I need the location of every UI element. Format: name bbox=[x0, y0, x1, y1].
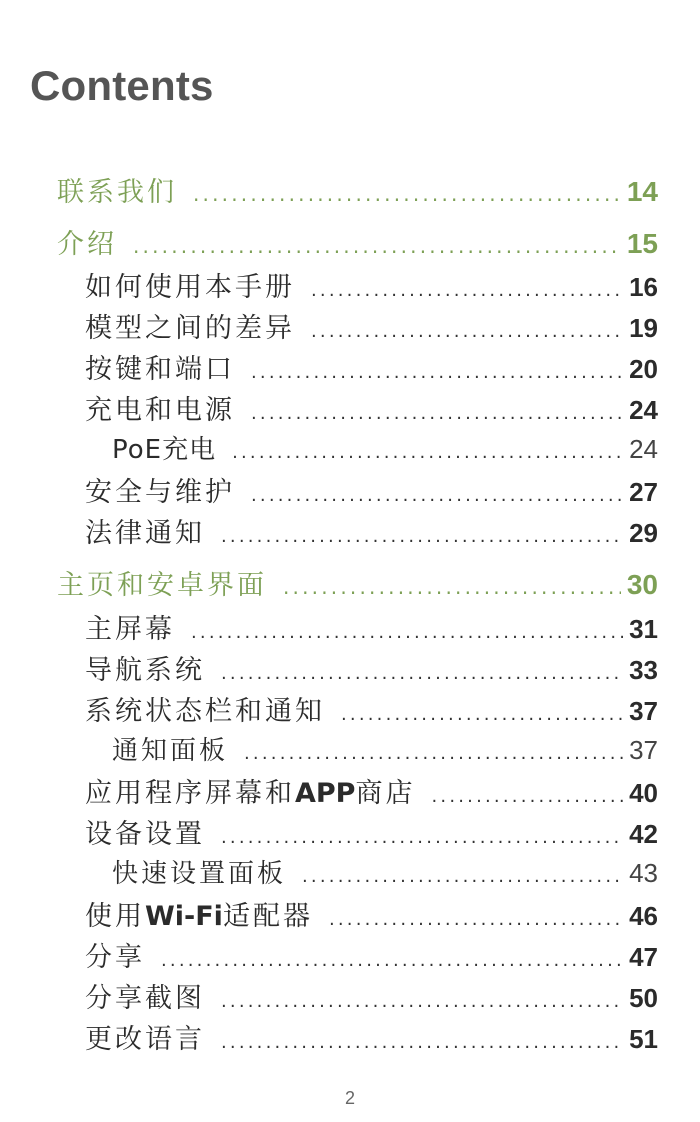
toc-page-number: 46 bbox=[629, 901, 658, 931]
dot-leader bbox=[161, 950, 623, 971]
dot-leader bbox=[283, 575, 621, 599]
toc-entry-introduction[interactable] bbox=[0, 222, 658, 261]
toc-entry-model-differences[interactable] bbox=[0, 306, 658, 345]
toc-page-number: 30 bbox=[626, 569, 658, 600]
toc-entry-label: 按键和端口 bbox=[85, 354, 235, 385]
toc-entry-status-bar[interactable] bbox=[0, 689, 658, 728]
dot-leader bbox=[251, 485, 623, 506]
toc-page-number: 16 bbox=[629, 272, 658, 302]
dot-leader bbox=[191, 622, 623, 643]
toc-entry-apps-screen-store[interactable] bbox=[0, 771, 658, 810]
dot-leader bbox=[251, 362, 623, 383]
toc-entry-share-screenshot[interactable] bbox=[0, 976, 658, 1015]
toc-entry-label: 分享 bbox=[85, 942, 145, 973]
toc-entry-navigation-system[interactable] bbox=[0, 648, 658, 687]
dot-leader bbox=[221, 526, 623, 547]
dot-leader bbox=[341, 704, 623, 725]
toc-entry-label: 联系我们 bbox=[57, 177, 177, 208]
toc-entry-home-android-ui[interactable] bbox=[0, 563, 658, 602]
toc-entry-label: 模型之间的差异 bbox=[85, 313, 295, 344]
dot-leader bbox=[311, 280, 623, 301]
toc-entry-label: 如何使用本手册 bbox=[85, 272, 295, 303]
toc-entry-notification-panel[interactable] bbox=[0, 730, 658, 767]
toc-entry-label: 法律通知 bbox=[85, 518, 205, 549]
dot-leader bbox=[251, 403, 623, 424]
dot-leader bbox=[232, 442, 623, 463]
toc-entry-how-to-use[interactable] bbox=[0, 265, 658, 304]
toc-entry-label: 应用程序屏幕和APP商店 bbox=[85, 778, 416, 809]
toc-page-number: 20 bbox=[629, 354, 658, 384]
toc-page-number: 33 bbox=[629, 655, 658, 685]
toc-page-number: 31 bbox=[629, 614, 658, 644]
toc-entry-label: 系统状态栏和通知 bbox=[85, 696, 325, 727]
toc-page-number: 47 bbox=[629, 942, 658, 972]
dot-leader bbox=[193, 182, 621, 206]
toc-entry-label: 安全与维护 bbox=[85, 477, 235, 508]
toc-page-number: 42 bbox=[629, 819, 658, 849]
toc-entry-label: 设备设置 bbox=[85, 819, 205, 850]
toc-entry-wifi-adapter[interactable] bbox=[0, 894, 658, 933]
dot-leader bbox=[221, 827, 623, 848]
toc-entry-safety-maintenance[interactable] bbox=[0, 470, 658, 509]
toc-page-number: 19 bbox=[629, 313, 658, 343]
toc-entry-label: 导航系统 bbox=[85, 655, 205, 686]
dot-leader bbox=[221, 663, 623, 684]
toc-page-number: 27 bbox=[629, 477, 658, 507]
toc-entry-contact-us[interactable] bbox=[0, 170, 658, 209]
toc-entry-change-language[interactable] bbox=[0, 1017, 658, 1056]
toc-entry-buttons-ports[interactable] bbox=[0, 347, 658, 386]
toc-page-number: 37 bbox=[629, 696, 658, 726]
page-number-footer: 2 bbox=[344, 1088, 355, 1108]
toc-page-number: 14 bbox=[626, 176, 658, 207]
toc-page-number: 51 bbox=[629, 1024, 658, 1054]
toc-page-number: 43 bbox=[629, 858, 658, 888]
page-title: Contents bbox=[30, 62, 214, 109]
toc-entry-poe-charging[interactable] bbox=[0, 429, 658, 466]
toc-entry-label: 主屏幕 bbox=[85, 614, 175, 645]
toc-entry-charging-power[interactable] bbox=[0, 388, 658, 427]
toc-entry-label: 介绍 bbox=[57, 229, 117, 260]
dot-leader bbox=[133, 234, 621, 258]
toc-page-number: 37 bbox=[629, 735, 658, 765]
toc-entry-label: 使用Wi-Fi适配器 bbox=[85, 901, 313, 932]
toc-entry-legal-notices[interactable] bbox=[0, 511, 658, 550]
toc-entry-label: 分享截图 bbox=[85, 983, 205, 1014]
toc-page-number: 15 bbox=[626, 228, 658, 259]
toc-entry-label: 充电和电源 bbox=[85, 395, 235, 426]
dot-leader bbox=[311, 321, 623, 342]
toc-entry-device-settings[interactable] bbox=[0, 812, 658, 851]
dot-leader bbox=[329, 909, 623, 930]
toc-page-number: 24 bbox=[629, 434, 658, 464]
dot-leader bbox=[221, 991, 623, 1012]
dot-leader bbox=[431, 786, 623, 807]
toc-entry-home-screen[interactable] bbox=[0, 607, 658, 646]
toc-entry-label: 快速设置面板 bbox=[112, 859, 287, 889]
toc-entry-label: 通知面板 bbox=[112, 736, 229, 766]
toc-page-number: 40 bbox=[629, 778, 658, 808]
dot-leader bbox=[302, 866, 623, 887]
toc-page-number: 24 bbox=[629, 395, 658, 425]
dot-leader bbox=[221, 1032, 623, 1053]
toc-entry-quick-settings[interactable] bbox=[0, 853, 658, 890]
toc-page-number: 50 bbox=[629, 983, 658, 1013]
toc-entry-label: PoE充电 bbox=[112, 435, 217, 465]
toc-entry-label: 主页和安卓界面 bbox=[57, 570, 267, 601]
toc-entry-label: 更改语言 bbox=[85, 1024, 205, 1055]
toc-page-number: 29 bbox=[629, 518, 658, 548]
toc-entry-share[interactable] bbox=[0, 935, 658, 974]
dot-leader bbox=[244, 743, 623, 764]
